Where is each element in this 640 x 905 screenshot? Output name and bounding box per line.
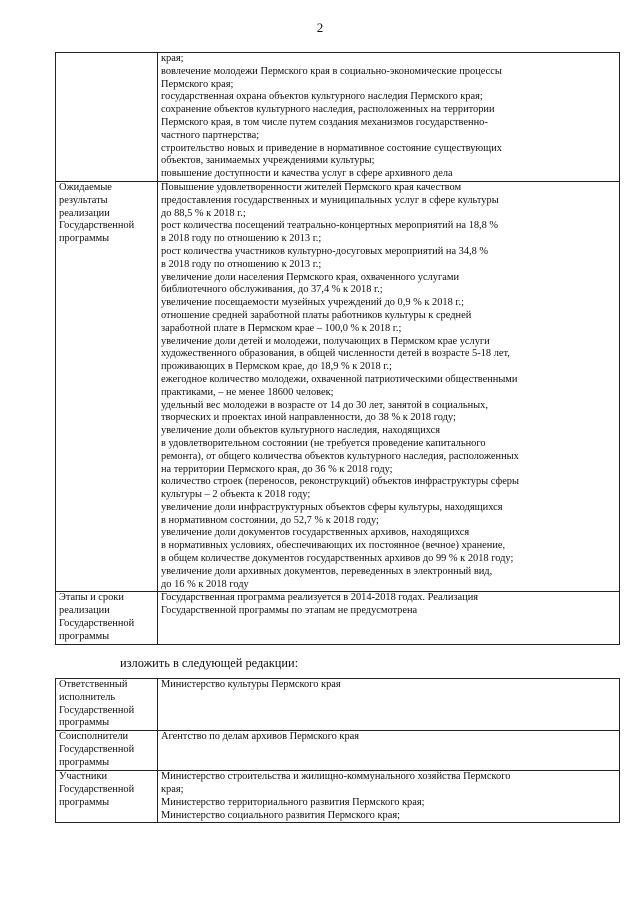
- text-line: в удовлетворительном состоянии (не требуется проведение капитального: [161, 437, 486, 449]
- text-line: рост количества посещений театрально-концертных мероприятий на 18,8 %: [161, 220, 499, 232]
- text-line: увеличение посещаемости музейных учреждений до 0,9 % к 2018 г.;: [161, 297, 464, 309]
- text-line: практиками, – не менее 18600 человек;: [161, 386, 334, 398]
- text-line: объектов, занимаемых учреждениями культуры;: [161, 155, 375, 167]
- text-line: рост количества участников культурно-досуговых мероприятий на 34,8 %: [161, 245, 489, 257]
- text-line: на территории Пермского края, до 36 % к 2018 году;: [161, 463, 393, 475]
- label-line: программы: [59, 717, 110, 729]
- text-line: отношение средней заработной платы работников культуры к средней: [161, 309, 472, 321]
- row-content-cell: [158, 771, 620, 823]
- text-line: частного партнерства;: [161, 129, 260, 141]
- row-content-cell: [158, 679, 620, 731]
- text-line: ежегодное количество молодежи, охваченной патриотическими общественными: [161, 373, 518, 385]
- row-content-cell: [158, 731, 620, 771]
- row-content-cell: [158, 181, 620, 592]
- text-line: до 16 % к 2018 году: [161, 578, 249, 590]
- text-line: в общем количестве документов государственных архивов до 99 % к 2018 году;: [161, 553, 514, 565]
- text-line: увеличение доли документов государственных архивов, находящихся: [161, 527, 470, 539]
- amendment-instruction-text: изложить в следующей редакции:: [120, 656, 299, 670]
- text-line: удельный вес молодежи в возрасте от 14 до 30 лет, занятой в социальных,: [161, 399, 488, 411]
- label-line: Государственной: [59, 704, 135, 716]
- row-label-cell: [56, 731, 158, 771]
- label-line: реализации: [59, 605, 110, 617]
- label-line: Соисполнители: [59, 731, 129, 743]
- page-number: 2: [316, 20, 324, 35]
- label-line: Государственной: [59, 783, 135, 795]
- text-line: увеличение доли детей и молодежи, получающих в Пермском крае услуги: [161, 335, 490, 347]
- text-line: сохранение объектов культурного наследия, расположенных на территории: [161, 104, 495, 116]
- table-row: [56, 53, 620, 182]
- text-line: до 88,5 % к 2018 г.;: [161, 207, 246, 219]
- label-line: Ответственный: [59, 679, 128, 690]
- text-line: Повышение удовлетворенности жителей Пермского края качеством: [161, 181, 462, 193]
- table-row-expected-results: [56, 181, 620, 592]
- text-line: увеличение доли объектов культурного наследия, находящихся: [161, 425, 441, 437]
- label-line: программы: [59, 233, 110, 245]
- row-content-cell: [158, 592, 620, 644]
- label-line: программы: [59, 630, 110, 642]
- text-line: творческих и проектах иной направленности, до 38 % к 2018 году;: [161, 412, 456, 424]
- text-line: количество строек (переносов, реконструкций) объектов инфраструктуры сферы: [161, 476, 519, 488]
- text-line: Государственная программа реализуется в 2014-2018 годах. Реализация: [161, 592, 479, 604]
- label-line: Участники: [59, 771, 108, 783]
- label-line: реализации: [59, 207, 110, 219]
- label-line: Государственной: [59, 220, 135, 232]
- text-line: заработной плате в Пермском крае – 100,0 % к 2018 г.;: [161, 322, 402, 334]
- text-line: увеличение доли населения Пермского края, охваченного услугами: [161, 271, 459, 283]
- label-line: программы: [59, 796, 110, 808]
- label-line: Государственной: [59, 618, 135, 630]
- text-line: Пермского края;: [161, 78, 234, 90]
- table-row-stages-and-terms: [56, 592, 620, 644]
- text-line: Министерство территориального развития Пермского края;: [161, 796, 425, 808]
- text-line: Министерство культуры Пермского края: [161, 679, 341, 690]
- text-line: увеличение доли архивных документов, переведенных в электронный вид,: [161, 565, 493, 577]
- program-passport-table-old: [55, 52, 620, 645]
- row-label-cell: [56, 592, 158, 644]
- text-line: края;: [161, 53, 184, 64]
- text-line: государственная охрана объектов культурного наследия Пермского края;: [161, 91, 483, 103]
- text-line: предоставления государственных и муниципальных услуг в сфере культуры: [161, 194, 499, 206]
- row-label-cell: [56, 181, 158, 592]
- table-row-co-executors: [56, 731, 620, 771]
- program-passport-table-new: [55, 678, 620, 823]
- row-label-cell: [56, 53, 158, 182]
- text-line: Министерство социального развития Пермского края;: [161, 809, 400, 821]
- row-content-cell: [158, 53, 620, 182]
- label-line: результаты: [59, 194, 108, 206]
- text-line: Пермского края, в том числе путем создания механизмов государственно-: [161, 116, 488, 128]
- text-line: в нормативных условиях, обеспечивающих их постоянное (вечное) хранение,: [161, 540, 506, 552]
- text-line: увеличение доли инфраструктурных объектов сферы культуры, находящихся: [161, 501, 503, 513]
- text-line: художественного образования, в общей численности детей в возрасте 5-18 лет,: [161, 348, 510, 360]
- text-line: вовлечение молодежи Пермского края в социально-экономические процессы: [161, 65, 502, 77]
- text-line: библиотечного обслуживания, до 37,4 % к 2018 г.;: [161, 284, 383, 296]
- label-line: программы: [59, 756, 110, 768]
- text-line: в 2018 году по отношению к 2013 г.;: [161, 233, 322, 245]
- label-line: Государственной: [59, 743, 135, 755]
- table-row-participants: [56, 771, 620, 823]
- text-line: Государственной программы по этапам не предусмотрена: [161, 605, 418, 617]
- row-label-cell: [56, 771, 158, 823]
- label-line: исполнитель: [59, 691, 116, 703]
- table-row-responsible-executor: [56, 679, 620, 731]
- label-line: Этапы и сроки: [59, 592, 124, 604]
- text-line: строительство новых и приведение в нормативное состояние существующих: [161, 142, 502, 154]
- text-line: ремонта), от общего количества объектов культурного наследия, расположенных: [161, 450, 519, 462]
- text-line: края;: [161, 783, 184, 795]
- row-label-cell: [56, 679, 158, 731]
- text-line: Министерство строительства и жилищно-коммунального хозяйства Пермского: [161, 771, 511, 783]
- text-line: проживающих в Пермском крае, до 18,9 % к 2018 г.;: [161, 361, 392, 373]
- text-line: в 2018 году по отношению к 2013 г.;: [161, 258, 322, 270]
- text-line: Агентство по делам архивов Пермского края: [161, 731, 360, 743]
- label-line: Ожидаемые: [59, 181, 112, 193]
- text-line: культуры – 2 объекта к 2018 году;: [161, 489, 311, 501]
- text-line: повышение доступности и качества услуг в сфере архивного дела: [161, 168, 453, 180]
- text-line: в нормативном состоянии, до 52,7 % к 2018 году;: [161, 514, 379, 526]
